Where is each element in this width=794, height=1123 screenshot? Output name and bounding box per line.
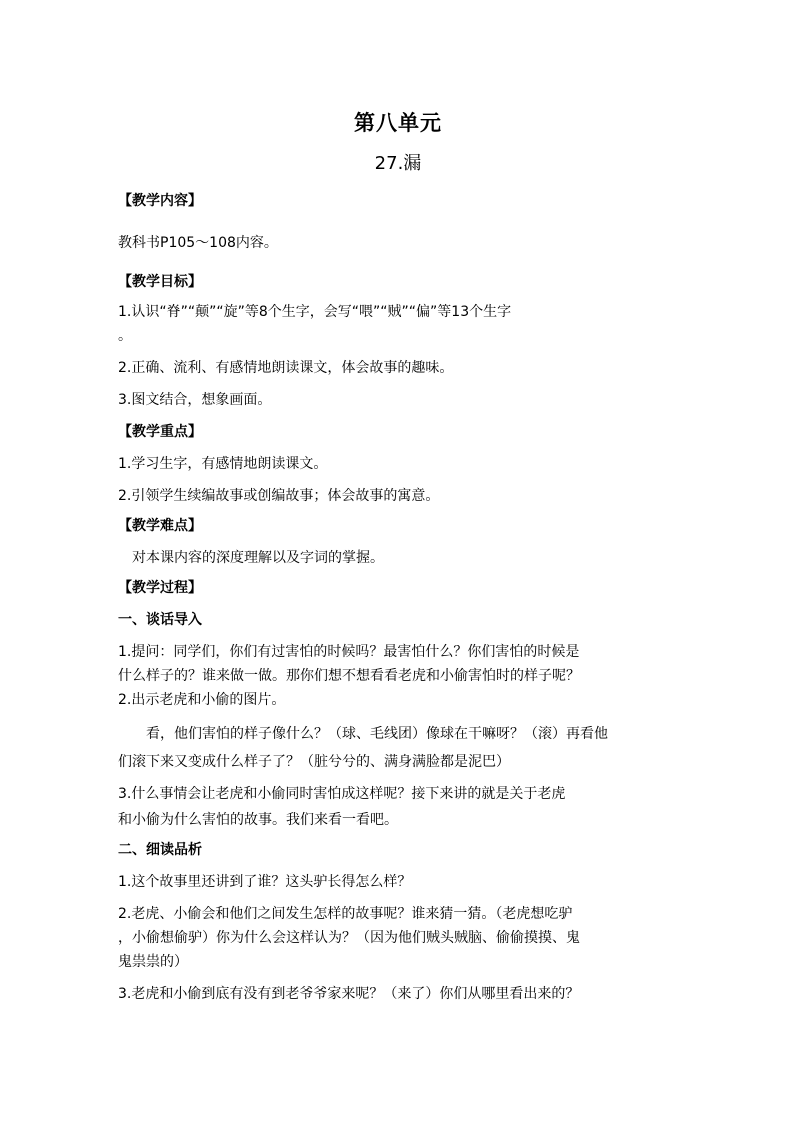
key-2: 2.引领学生续编故事或创编故事；体会故事的寓意。 xyxy=(118,488,440,504)
difficulty-heading: 【教学难点】 xyxy=(118,518,202,534)
content-heading: 【教学内容】 xyxy=(118,193,202,209)
p2-item2-line-a: 2.老虎、小偷会和他们之间发生怎样的故事呢？谁来猜一猜。（老虎想吃驴 xyxy=(118,906,573,922)
goal-1-line-a: 1.认识“脊”“颠”“旋”等8个生字，会写“喂”“贼”“偏”等13个生字 xyxy=(118,304,512,320)
p2-item2-line-c: 鬼祟祟的） xyxy=(118,954,188,970)
goal-3: 3.图文结合，想象画面。 xyxy=(118,392,272,408)
difficulty-text: 对本课内容的深度理解以及字词的掌握。 xyxy=(132,550,384,566)
goals-heading: 【教学目标】 xyxy=(118,274,202,290)
lesson-title: 27.漏 xyxy=(374,153,422,174)
p2-item3: 3.老虎和小偷到底有没有到老爷爷家来呢？（来了）你们从哪里看出来的？ xyxy=(118,986,580,1002)
part2-heading: 二、细读品析 xyxy=(118,842,202,858)
content-text: 教科书P105～108内容。 xyxy=(118,235,278,251)
key-heading: 【教学重点】 xyxy=(118,424,202,440)
p2-item1: 1.这个故事里还讲到了谁？这头驴长得怎么样？ xyxy=(118,874,412,890)
goal-1-line-b: 。 xyxy=(118,328,132,344)
p1-item1-line-b: 什么样子的？谁来做一做。那你们想不想看看老虎和小偷害怕时的样子呢？ xyxy=(118,668,580,684)
part1-heading: 一、谈话导入 xyxy=(118,612,202,628)
p1-item1-line-a: 1.提问：同学们，你们有过害怕的时候吗？最害怕什么？你们害怕的时候是 xyxy=(118,644,580,660)
p1-para-line-a: 看，他们害怕的样子像什么？（球、毛线团）像球在干嘛呀？（滚）再看他 xyxy=(146,726,608,742)
p1-item2: 2.出示老虎和小偷的图片。 xyxy=(118,692,286,708)
goal-2: 2.正确、流利、有感情地朗读课文，体会故事的趣味。 xyxy=(118,360,454,376)
p2-item2-line-b: ，小偷想偷驴）你为什么会这样认为？（因为他们贼头贼脑、偷偷摸摸、鬼 xyxy=(118,930,580,946)
p1-item3-line-b: 和小偷为什么害怕的故事。我们来看一看吧。 xyxy=(118,812,398,828)
key-1: 1.学习生字，有感情地朗读课文。 xyxy=(118,456,328,472)
p1-item3-line-a: 3.什么事情会让老虎和小偷同时害怕成这样呢？接下来讲的就是关于老虎 xyxy=(118,786,566,802)
process-heading: 【教学过程】 xyxy=(118,580,202,596)
unit-title: 第八单元 xyxy=(354,111,442,135)
p1-para-line-b: 们滚下来又变成什么样子了？（脏兮兮的、满身满脸都是泥巴） xyxy=(118,754,510,770)
